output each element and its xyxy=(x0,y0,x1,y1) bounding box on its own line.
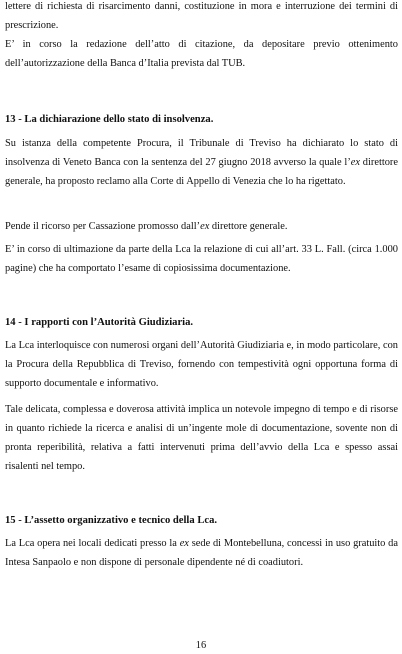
section-15-paragraph-1 xyxy=(5,534,398,572)
ex-italic: ex xyxy=(350,157,361,168)
paragraph-citazione: E’ in corso la redazione dell’atto di citazione, da depositare previo ottenimento dell’autorizzazione della Banca d’Italia prevista dal TUB. xyxy=(5,39,398,69)
section-13-paragraph-2 xyxy=(5,217,398,236)
text-span: La Lca opera nei locali dedicati presso la xyxy=(5,538,180,549)
section-13-heading: 13 - La dichiarazione dello stato di insolvenza. xyxy=(5,114,214,125)
text-span: Pende il ricorso per Cassazione promosso dall’ xyxy=(5,221,201,232)
text-span: Su istanza della competente Procura, il Tribunale di Treviso ha dichiarato lo stato di insolvenza di Veneto Banca con la sentenza del 27 giugno 2018 avverso la quale l’ xyxy=(5,138,398,168)
section-14-heading: 14 - I rapporti con l’Autorità Giudiziaria. xyxy=(5,317,194,328)
text-span: sede di Montebelluna, concessi in uso gratuito da Intesa Sanpaolo e non dispone di personale dipendente né di coadiutori. xyxy=(5,538,398,568)
ex-italic: ex xyxy=(179,538,189,549)
section-13-paragraph-3: E’ in corso di ultimazione da parte della Lca la relazione di cui all’art. 33 L. Fall. (circa 1.000 pagine) che ha comportato l’esame di copiosissima documentazione. xyxy=(5,244,398,274)
paragraph-prescription: lettere di richiesta di risarcimento danni, costituzione in mora e interruzione dei termini di prescrizione. xyxy=(5,1,398,31)
ex-italic: ex xyxy=(200,221,210,232)
section-14-paragraph-2: Tale delicata, complessa e doverosa attività implica un notevole impegno di tempo e di risorse in quanto richiede la ricerca e analisi di un’ingente mole di documentazione, sovente non di pronta reperibilità, relativa a fatti intervenuti prima dell’avvio della Lca e spesso assai risalenti nel tempo. xyxy=(5,404,398,472)
text-span: direttore generale, ha proposto reclamo alla Corte di Appello di Venezia che lo ha rigettato. xyxy=(5,157,398,187)
section-15-heading: 15 - L’assetto organizzativo e tecnico della Lca. xyxy=(5,515,218,526)
section-14-paragraph-1: La Lca interloquisce con numerosi organi dell’Autorità Giudiziaria e, in modo particolare, con la Procura della Repubblica di Treviso, fornendo con tempestività ogni opportuna forma di supporto documentale e informativo. xyxy=(5,340,398,389)
text-span: direttore generale. xyxy=(209,221,288,232)
section-13-paragraph-1 xyxy=(5,134,398,191)
page-number: 16 xyxy=(195,640,207,651)
